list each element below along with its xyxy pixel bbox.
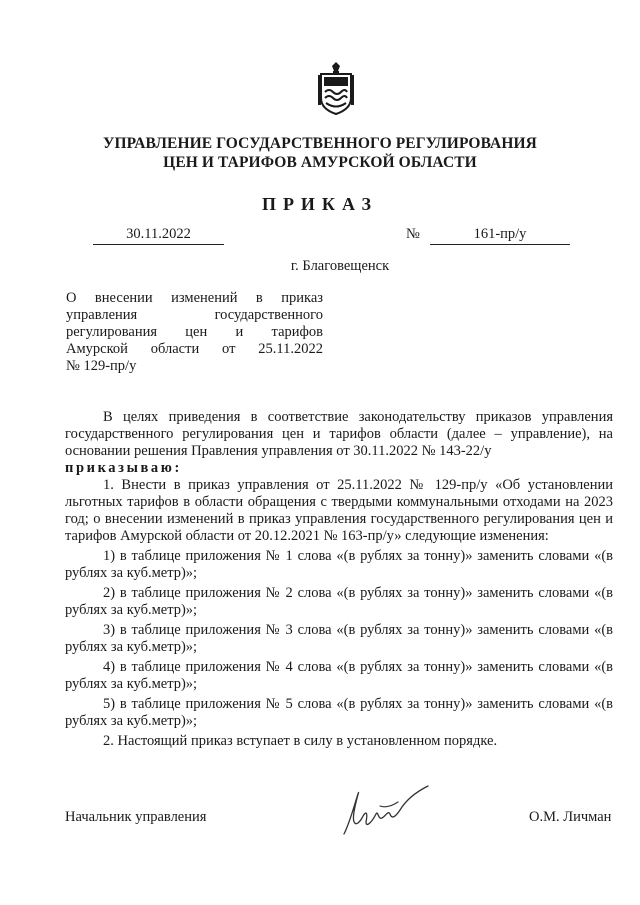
number-label: № xyxy=(406,226,420,242)
org-name-line2: ЦЕН И ТАРИФОВ АМУРСКОЙ ОБЛАСТИ xyxy=(163,154,477,171)
subject-line: № 129-пр/у xyxy=(66,358,137,374)
order-body xyxy=(65,409,613,750)
subject-line: Амурской области от 25.11.2022 xyxy=(66,341,323,357)
date-underline xyxy=(93,244,224,245)
order-subject xyxy=(66,290,323,375)
order-date: 30.11.2022 xyxy=(126,226,191,242)
number-underline xyxy=(430,244,570,245)
document-type-title: ПРИКАЗ xyxy=(261,194,379,214)
item-2: 2. Настоящий приказ вступает в силу в установленном порядке. xyxy=(103,733,498,749)
subject-line: О внесении изменений в приказ xyxy=(66,290,323,306)
city: г. Благовещенск xyxy=(290,258,390,274)
order-word: приказываю: xyxy=(65,460,182,476)
coat-of-arms-icon xyxy=(318,62,354,116)
order-number: 161-пр/у xyxy=(473,226,527,242)
subject-line: регулирования цен и тарифов xyxy=(66,324,323,340)
intro-paragraph: В целях приведения в соответствие законодательству приказов управления государственного регулирования цен и тарифов области (далее – управление), на основании решения Правления управления от 30.11.2022 № 143-22/у xyxy=(65,409,613,459)
sub-item-5: 5) в таблице приложения № 5 слова «(в рублях за тонну)» заменить словами «(в рублях за куб.метр)»; xyxy=(65,696,613,729)
org-name-line1: УПРАВЛЕНИЕ ГОСУДАРСТВЕННОГО РЕГУЛИРОВАНИЯ xyxy=(103,135,537,152)
signer-name: О.М. Личман xyxy=(529,809,612,825)
sub-item-1: 1) в таблице приложения № 1 слова «(в рублях за тонну)» заменить словами «(в рублях за куб.метр)»; xyxy=(65,548,613,581)
sub-item-2: 2) в таблице приложения № 2 слова «(в рублях за тонну)» заменить словами «(в рублях за куб.метр)»; xyxy=(65,585,613,618)
sub-item-3: 3) в таблице приложения № 3 слова «(в рублях за тонну)» заменить словами «(в рублях за куб.метр)»; xyxy=(65,622,613,655)
signer-title: Начальник управления xyxy=(65,809,207,825)
item-1: 1. Внести в приказ управления от 25.11.2022 № 129-пр/у «Об установлении льготных тарифов в области обращения с твердыми коммунальными отходами на 2023 год; о внесении изменений в приказ управления государственного регулирования цен и тарифов Амурской области от 20.12.2021 № 163-пр/у» следующие изменения: xyxy=(65,477,613,544)
sub-item-4: 4) в таблице приложения № 4 слова «(в рублях за тонну)» заменить словами «(в рублях за куб.метр)»; xyxy=(65,659,613,692)
signature-icon xyxy=(336,782,436,842)
subject-line: управления государственного xyxy=(66,307,323,323)
